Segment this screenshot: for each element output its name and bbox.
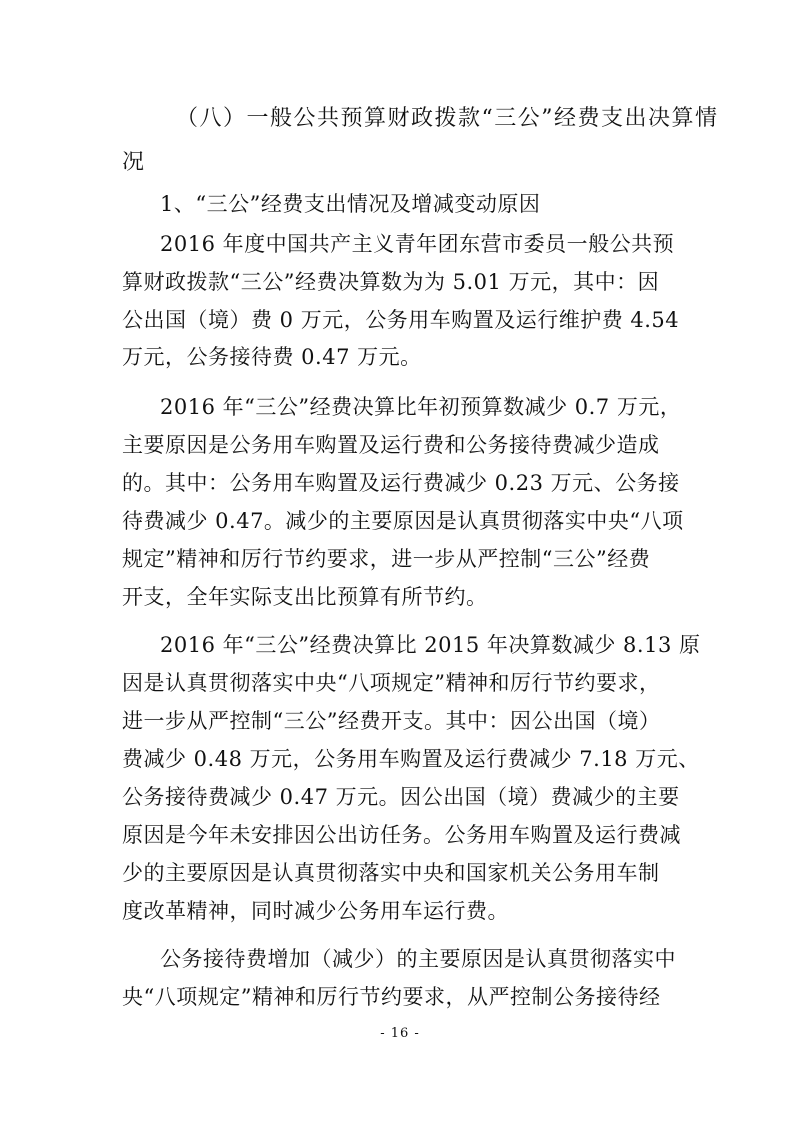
section-heading-line-2: 况: [122, 150, 146, 175]
paragraph-line: 规定”精神和厉行节约要求，进一步从严控制“三公”经费: [122, 547, 651, 571]
paragraph-line: 公务接待费增加（减少）的主要原因是认真贯彻落实中: [160, 947, 676, 971]
paragraph-line: 公出国（境）费 0 万元，公务用车购置及运行维护费 4.54: [122, 308, 680, 332]
paragraph-line: 2016 年“三公”经费决算比年初预算数减少 0.7 万元，: [160, 395, 682, 419]
paragraph-line: 公务接待费减少 0.47 万元。因公出国（境）费减少的主要: [122, 785, 680, 809]
page-number: - 16 -: [380, 1026, 420, 1041]
paragraph-line: 少的主要原因是认真贯彻落实中央和国家机关公务用车制: [122, 861, 660, 885]
paragraph-line: 原因是今年未安排因公出访任务。公务用车购置及运行费减: [122, 823, 681, 847]
paragraph-line: 开支，全年实际支出比预算有所节约。: [122, 585, 488, 609]
subheading: 1、“三公”经费支出情况及增减变动原因: [160, 192, 541, 216]
paragraph-line: 主要原因是公务用车购置及运行费和公务接待费减少造成: [122, 433, 660, 457]
paragraph-line: 进一步从严控制“三公”经费开支。其中：因公出国（境）: [122, 709, 661, 733]
paragraph-line: 央“八项规定”精神和厉行节约要求，从严控制公务接待经: [122, 985, 661, 1009]
paragraph-line: 因是认真贯彻落实中央“八项规定”精神和厉行节约要求，: [122, 671, 661, 695]
paragraph-line: 2016 年“三公”经费决算比 2015 年决算数减少 8.13 原: [160, 633, 701, 657]
paragraph-line: 费减少 0.48 万元，公务用车购置及运行费减少 7.18 万元、: [122, 747, 700, 771]
paragraph-line: 2016 年度中国共产主义青年团东营市委员一般公共预: [160, 232, 675, 256]
paragraph-line: 的。其中：公务用车购置及运行费减少 0.23 万元、公务接: [122, 471, 680, 495]
paragraph-line: 度改革精神，同时减少公务用车运行费。: [122, 899, 509, 923]
paragraph-line: 待费减少 0.47。减少的主要原因是认真贯彻落实中央“八项: [122, 509, 684, 533]
paragraph-line: 算财政拨款“三公”经费决算数为为 5.01 万元，其中：因: [122, 270, 660, 294]
paragraph-line: 万元，公务接待费 0.47 万元。: [122, 345, 422, 369]
section-heading-line-1: （八）一般公共预算财政拨款“三公”经费支出决算情: [176, 106, 719, 131]
